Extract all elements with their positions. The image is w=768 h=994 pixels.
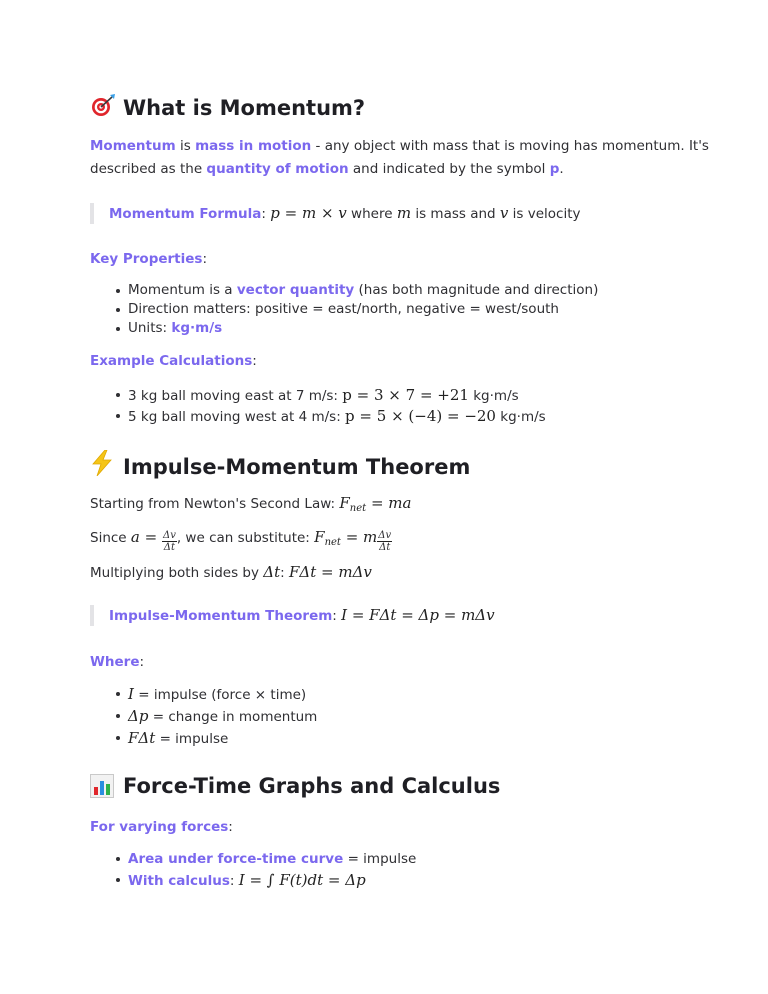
list-item bbox=[90, 684, 317, 706]
text: is velocity bbox=[508, 206, 581, 222]
equation: = ma bbox=[366, 494, 412, 512]
text: kg·m/s bbox=[468, 388, 519, 404]
text: described as the bbox=[90, 161, 207, 177]
formula-label: Momentum Formula bbox=[109, 206, 262, 222]
text: : bbox=[261, 206, 271, 222]
label: For varying forces bbox=[90, 819, 229, 835]
substitution-line bbox=[90, 528, 392, 553]
symbol-p: p bbox=[549, 161, 560, 177]
text: Units: bbox=[128, 320, 172, 336]
varying-forces-list bbox=[90, 849, 416, 892]
definitions-list bbox=[90, 684, 317, 750]
text: = impulse (force × time) bbox=[133, 687, 307, 703]
list-item bbox=[90, 300, 598, 319]
text: : bbox=[139, 654, 145, 670]
where-label bbox=[90, 653, 144, 671]
term-momentum: Momentum bbox=[90, 138, 176, 154]
symbol: Δp bbox=[128, 707, 149, 725]
term-vector-quantity: vector quantity bbox=[236, 282, 355, 298]
subscript-net: net bbox=[349, 503, 367, 514]
equation: a = bbox=[130, 528, 162, 546]
list-item bbox=[90, 706, 317, 728]
momentum-intro-line-2 bbox=[90, 160, 564, 178]
symbol-F: F bbox=[339, 494, 350, 512]
newtons-second-law-line bbox=[90, 494, 411, 518]
heading-what-is-momentum bbox=[90, 93, 365, 123]
text: = impulse bbox=[155, 731, 229, 747]
text: and indicated by the symbol bbox=[348, 161, 550, 177]
fraction-dv-dt bbox=[162, 530, 177, 553]
numerator: Δv bbox=[162, 530, 176, 541]
heading-text: What is Momentum? bbox=[123, 96, 366, 120]
text: . bbox=[559, 161, 564, 177]
text: 5 kg ball moving west at 4 m/s: bbox=[128, 409, 346, 425]
example-calculations-label bbox=[90, 352, 257, 370]
integral-equation: I = ∫ F(t)dt = Δp bbox=[238, 871, 366, 889]
momentum-formula-quote bbox=[90, 203, 581, 224]
list-item bbox=[90, 870, 416, 892]
text: = change in momentum bbox=[148, 709, 318, 725]
text: : bbox=[332, 608, 342, 624]
bar-chart-icon bbox=[90, 774, 117, 801]
text: = impulse bbox=[343, 851, 417, 867]
theorem-equation: I = FΔt = Δp = mΔv bbox=[341, 606, 495, 624]
fraction-dv-dt bbox=[377, 530, 392, 553]
calc-equation: p = 5 × (−4) = −20 bbox=[345, 407, 496, 425]
label: Where bbox=[90, 654, 140, 670]
text: : bbox=[280, 565, 289, 581]
varying-forces-label bbox=[90, 818, 233, 836]
text: Starting from Newton's Second Law: bbox=[90, 496, 340, 512]
text: : bbox=[228, 819, 233, 835]
text: kg·m/s bbox=[495, 409, 546, 425]
text: is bbox=[175, 138, 196, 154]
symbol-F: F bbox=[314, 528, 325, 546]
theorem-label: Impulse-Momentum Theorem bbox=[109, 608, 333, 624]
symbol-m: m bbox=[396, 204, 412, 222]
label: Example Calculations bbox=[90, 353, 253, 369]
text: Direction matters: positive = east/north, negative = west/south bbox=[128, 301, 559, 317]
numerator: Δv bbox=[378, 530, 392, 541]
term-quantity-of-motion: quantity of motion bbox=[206, 161, 349, 177]
text: where bbox=[346, 206, 397, 222]
list-item bbox=[90, 385, 546, 406]
heading-force-time-graphs bbox=[90, 773, 500, 801]
text: , we can substitute: bbox=[176, 530, 315, 546]
denominator: Δt bbox=[163, 542, 176, 553]
target-dart-icon bbox=[90, 93, 117, 123]
text: : bbox=[229, 873, 239, 889]
list-item bbox=[90, 728, 317, 750]
key-properties-list bbox=[90, 281, 598, 338]
text: is mass and bbox=[411, 206, 500, 222]
label: Key Properties bbox=[90, 251, 203, 267]
heading-text: Impulse-Momentum Theorem bbox=[123, 455, 471, 479]
heading-impulse-momentum-theorem bbox=[90, 450, 470, 482]
impulse-theorem-quote bbox=[90, 605, 495, 626]
text: (has both magnitude and direction) bbox=[354, 282, 599, 298]
term-mass-in-motion: mass in motion bbox=[195, 138, 312, 154]
symbol: I bbox=[128, 685, 134, 703]
formula-equation: p = m × v bbox=[270, 204, 347, 222]
symbol: FΔt bbox=[128, 729, 156, 747]
symbol-v: v bbox=[499, 204, 509, 222]
term-area-under-curve: Area under force-time curve bbox=[128, 851, 344, 867]
text: - any object with mass that is moving has momentum. It's bbox=[311, 138, 709, 154]
momentum-intro-line-1 bbox=[90, 137, 709, 155]
text: Multiplying both sides by bbox=[90, 565, 264, 581]
text: Momentum is a bbox=[128, 282, 237, 298]
calc-equation: p = 3 × 7 = +21 bbox=[342, 386, 469, 404]
key-properties-label bbox=[90, 250, 207, 268]
heading-text: Force-Time Graphs and Calculus bbox=[123, 774, 501, 798]
term-units: kg·m/s bbox=[171, 320, 223, 336]
term-with-calculus: With calculus bbox=[128, 873, 230, 889]
example-calculations-list bbox=[90, 385, 546, 427]
denominator: Δt bbox=[379, 542, 391, 553]
multiplying-line bbox=[90, 563, 372, 582]
text: : bbox=[252, 353, 257, 369]
text: 3 kg ball moving east at 7 m/s: bbox=[128, 388, 343, 404]
equation: FΔt = mΔv bbox=[289, 563, 372, 581]
subscript-net: net bbox=[324, 537, 341, 548]
equation: = m bbox=[340, 528, 378, 546]
list-item bbox=[90, 281, 598, 300]
list-item bbox=[90, 849, 416, 870]
text: Since bbox=[90, 530, 131, 546]
text: : bbox=[202, 251, 208, 267]
list-item bbox=[90, 319, 598, 338]
list-item bbox=[90, 406, 546, 427]
symbol-dt: Δt bbox=[263, 563, 281, 581]
lightning-icon bbox=[90, 450, 117, 482]
